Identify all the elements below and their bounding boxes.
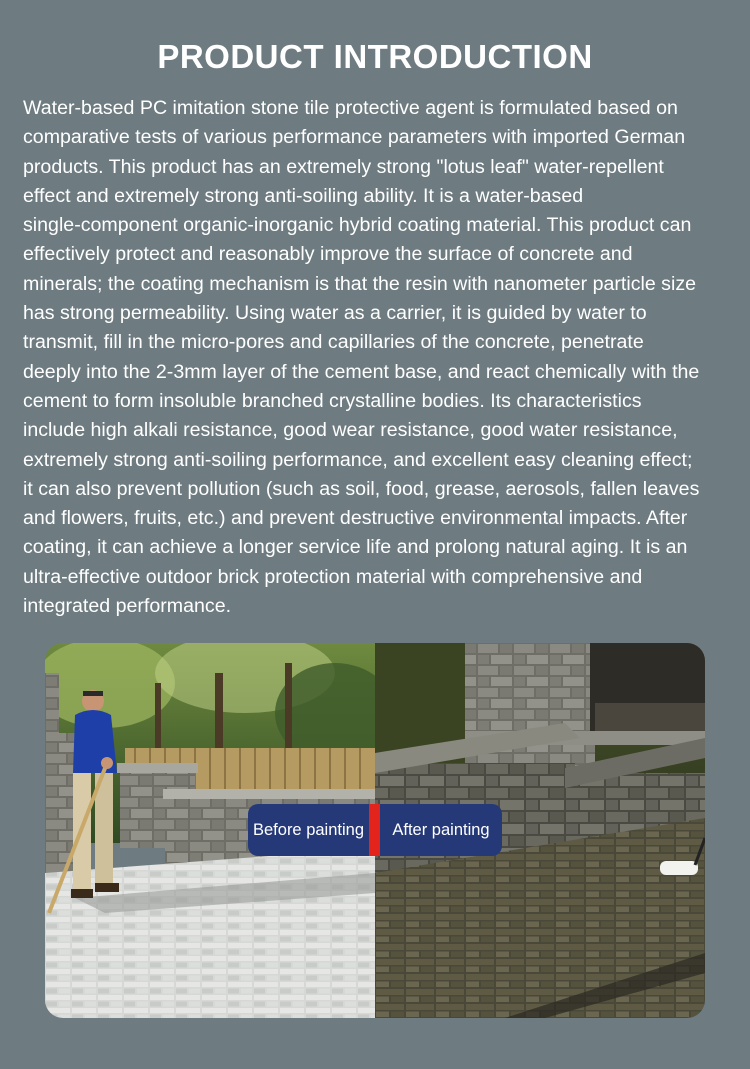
section-title: PRODUCT INTRODUCTION — [157, 38, 593, 75]
intro-line: include high alkali resistance, good wear resistance, good water resistance, — [23, 419, 678, 442]
intro-paragraph — [23, 94, 735, 621]
comparison-divider — [369, 804, 380, 856]
intro-line: minerals; the coating mechanism is that the resin with nanometer particle size — [23, 272, 697, 295]
intro-line: coating, it can achieve a longer service life and prolong natural aging. It is an — [23, 536, 688, 559]
intro-line: products. This product has an extremely strong "lotus leaf" water-repellent — [23, 155, 664, 178]
intro-line: effectively protect and reasonably improve the surface of concrete and — [23, 243, 633, 266]
intro-line: and flowers, fruits, etc.) and prevent destructive environmental impacts. After — [23, 507, 688, 530]
intro-line: transmit, fill in the micro-pores and capillaries of the concrete, penetrate — [23, 331, 644, 354]
intro-line: effect and extremely strong anti-soiling ability. It is a water-based — [23, 184, 584, 207]
intro-line: single-component organic-inorganic hybrid coating material. This product can — [23, 214, 692, 237]
intro-line: Water-based PC imitation stone tile protective agent is formulated based on — [23, 97, 678, 119]
intro-line: extremely strong anti-soiling performance, and excellent easy cleaning effect; — [23, 448, 693, 471]
intro-line: has strong permeability. Using water as a carrier, it is guided by water to — [23, 302, 647, 325]
intro-line: comparative tests of various performance parameters with imported German — [23, 126, 686, 149]
intro-line: integrated performance. — [23, 595, 232, 618]
intro-line: ultra-effective outdoor brick protection material with comprehensive and — [23, 565, 643, 588]
intro-line: it can also prevent pollution (such as soil, food, grease, aerosols, fallen leaves — [23, 477, 700, 500]
intro-line: cement to form insoluble branched crystalline bodies. Its characteristics — [23, 389, 642, 412]
intro-line: deeply into the 2-3mm layer of the cement base, and react chemically with the — [23, 360, 700, 383]
before-painting-label: Before painting — [248, 804, 369, 856]
after-painting-label: After painting — [380, 804, 502, 856]
